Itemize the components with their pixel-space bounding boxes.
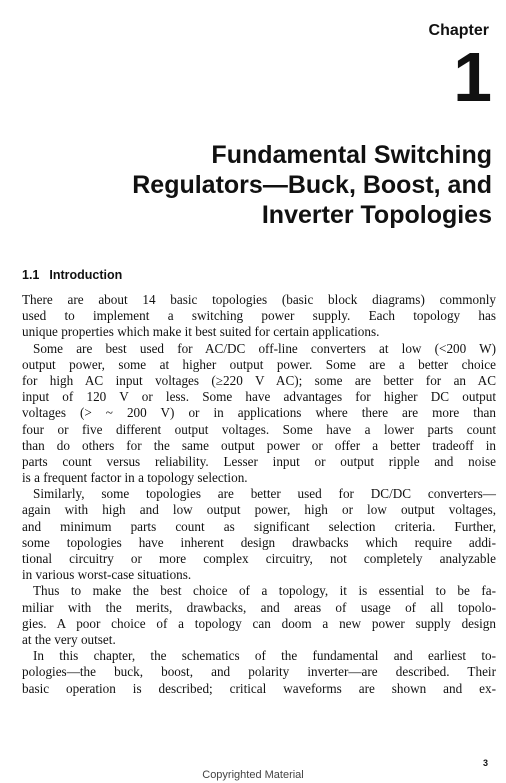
chapter-title-line: Regulators—Buck, Boost, and xyxy=(132,171,492,199)
text-line: used to implement a switching power supply. Each topology has xyxy=(22,308,496,324)
text-line: miliar with the merits, drawbacks, and areas of usage of all topolo- xyxy=(22,599,496,615)
text-line: than do others for the same output power or offer a better tradeoff in xyxy=(22,437,496,453)
text-line: There are about 14 basic topologies (basic block diagrams) commonly xyxy=(22,292,496,307)
text-line: output power, some at higher output power. Some are a better choice xyxy=(22,356,496,372)
text-line: pologies—the buck, boost, and polarity inverter—are described. Their xyxy=(22,664,496,680)
text-line: is a frequent factor in a topology selection. xyxy=(22,470,248,486)
body-text xyxy=(22,292,496,697)
text-line: again with high and low output power, high or low output voltages, xyxy=(22,502,496,518)
chapter-label: Chapter xyxy=(428,22,489,39)
page-number: 3 xyxy=(482,758,488,768)
chapter-title-line: Fundamental Switching xyxy=(211,141,492,169)
text-line: in various worst-case situations. xyxy=(22,567,192,583)
text-line: voltages (> ~ 200 V) or in applications where there are more than xyxy=(22,405,496,421)
text-line: and minimum parts count as significant selection criteria. Further, xyxy=(22,518,496,534)
text-line: gies. A poor choice of a topology can doom a new power supply design xyxy=(22,615,496,631)
text-line: parts count versus reliability. Lesser input or output ripple and noise xyxy=(22,453,496,469)
chapter-title xyxy=(132,140,492,230)
section-number: 1.1 xyxy=(22,268,40,282)
text-line: Similarly, some topologies are better used for DC/DC converters— xyxy=(33,486,496,502)
text-line: basic operation is described; critical waveforms are shown and ex- xyxy=(22,680,496,696)
text-line: some topologies have inherent design drawbacks which require addi- xyxy=(22,534,496,550)
text-line: Some are best used for AC/DC off-line converters at low (<200 W) xyxy=(33,340,496,356)
text-line: unique properties which make it best suited for certain applications. xyxy=(22,324,380,340)
text-line: at the very outset. xyxy=(22,631,116,647)
chapter-title-line: Inverter Topologies xyxy=(261,201,492,229)
text-line: input of 120 V or less. Some have advantages for higher DC output xyxy=(22,389,496,405)
chapter-number: 1 xyxy=(453,38,492,116)
text-line: tional circuitry or more complex circuitry, not completely analyzable xyxy=(22,551,496,566)
text-line: Thus to make the best choice of a topology, it is essential to be fa- xyxy=(33,583,496,599)
section-heading xyxy=(22,268,122,282)
text-line: for high AC input voltages (≥220 V AC); some are better for an AC xyxy=(22,372,496,388)
section-title: Introduction xyxy=(49,268,123,282)
copyright-watermark: Copyrighted Material xyxy=(202,769,304,781)
text-line: In this chapter, the schematics of the fundamental and earliest to- xyxy=(33,648,496,664)
text-line: four or five different output voltages. Some have a lower parts count xyxy=(22,421,496,437)
